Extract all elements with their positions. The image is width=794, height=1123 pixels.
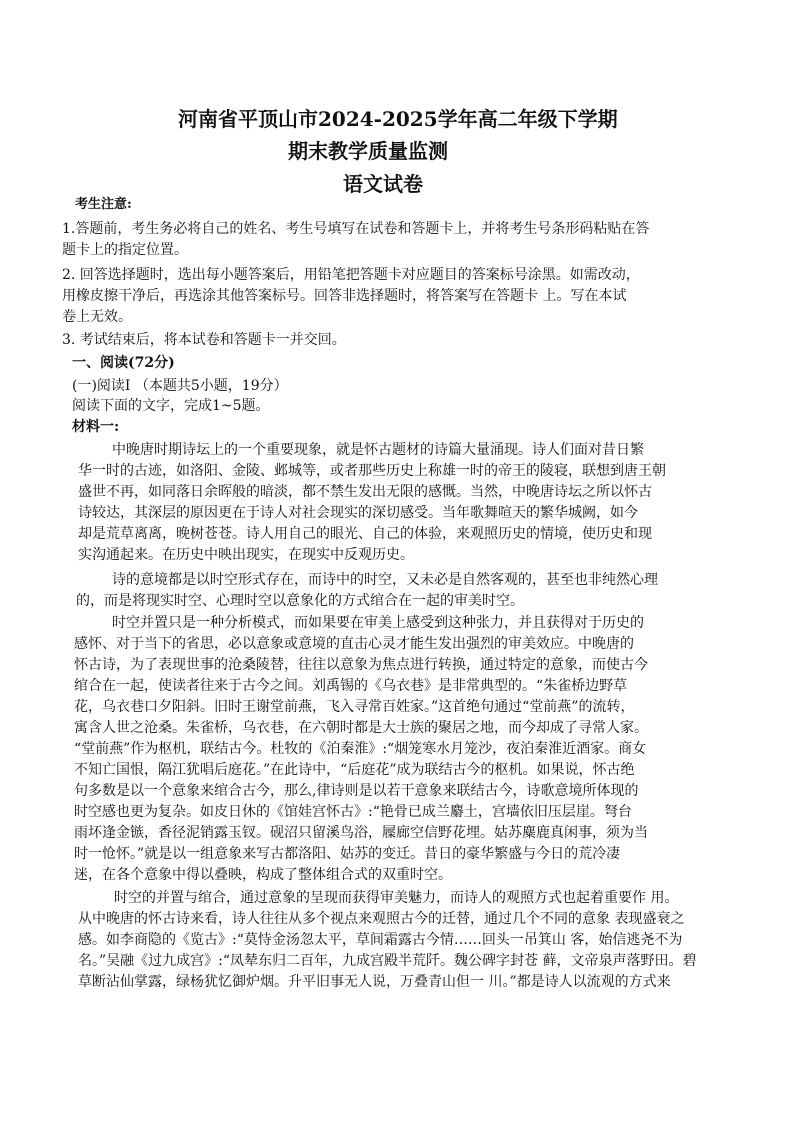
paragraph-line: 时一怆怀。”就是以一组意象来写古都洛阳、姑苏的变迁。昔日的豪华繁盛与今日的荒冷凄 xyxy=(74,846,621,862)
section-heading: 一、阅读(72分) xyxy=(72,355,175,371)
paragraph-line: 诗较达，其深层的原因更在于诗人对社会现实的深切感受。当年歌舞喧天的繁华城阙，如今 xyxy=(78,505,638,521)
notice-line: 用橡皮擦干净后，再选涂其他答案标号。回答非选择题时，将答案写在答题卡 上。写在本试 xyxy=(62,288,627,304)
paragraph-line: 绾合在一起，使读者往来于古今之间。刘禹锡的《乌衣巷》是非常典型的。“朱雀桥边野草 xyxy=(74,678,628,694)
paragraph-line: 华一时的古迹，如洛阳、金陵、邺城等，或者那些历史上称雄一时的帝王的陵寝，联想到唐王朝 xyxy=(78,463,666,479)
notice-line: 卷上无效。 xyxy=(62,309,132,325)
paragraph-line: 句多数是以一个意象来绾合古今，那么,律诗则是以若干意象来联结古今，诗歌意境所体现的 xyxy=(74,783,639,799)
paragraph-line: 不知亡国恨，隔江犹唱后庭花。”在此诗中，“后庭花”成为联结古今的枢机。如果说，怀古绝 xyxy=(74,762,635,778)
notice-line: 1.答题前，考生务必将自己的姓名、考生号填写在试卷和答题卡上，并将考生号条形码粘贴在答 xyxy=(62,221,650,237)
notice-line: 3. 考试结束后，将本试卷和答题卡一并交回。 xyxy=(62,332,346,348)
paragraph-line: 时空并置只是一种分析模式，而如果要在审美上感受到这种张力，并且获得对于历史的 xyxy=(112,615,644,631)
notice-line: 2. 回答选择题时，选出每小题答案后，用铅笔把答题卡对应题目的答案标号涂黑。如需改动， xyxy=(62,267,640,283)
paragraph-line: 花，乌衣巷口夕阳斜。旧时王谢堂前燕，飞入寻常百姓家。”这首绝句通过“堂前燕”的流转， xyxy=(74,699,635,715)
material-label: 材料一: xyxy=(72,419,120,435)
notice-heading: 考生注意: xyxy=(75,197,132,212)
paragraph-line: 诗的意境都是以时空形式存在，而诗中的时空，又未必是自然客观的，甚至也非纯然心理 xyxy=(112,572,658,588)
paragraph-line: 草断沾仙掌露，绿杨犹忆御炉烟。升平旧事无人说，万叠青山但一 川。”都是诗人以流观的方式来 xyxy=(78,974,671,990)
paragraph-line: 感。如李商隐的《览古》:“莫恃金汤忽太平，草间霜露古今情……回头一吊箕山 客，始信逃尧不为 xyxy=(78,932,683,948)
notice-line: 题卡上的指定位置。 xyxy=(62,242,188,258)
paragraph-line: 名。”吴融《过九成宫》:“凤辇东归二百年，九成宫殿半荒阡。魏公碑字封苍 藓，文帝泉声落野田。碧 xyxy=(78,953,697,969)
paragraph-line: 盛世不再，如同落日余晖般的暗淡，都不禁生发出无限的感慨。当然，中晚唐诗坛之所以怀古 xyxy=(78,484,652,500)
paragraph-line: 中晚唐时期诗坛上的一个重要现象，就是怀古题材的诗篇大量涌现。诗人们面对昔日繁 xyxy=(112,442,644,458)
paragraph-line: 从中晚唐的怀古诗来看，诗人往往从多个视点来观照古今的迁替，通过几个不同的意象 表现盛衰之 xyxy=(78,911,685,927)
paragraph-line: 时空的并置与绾合，通过意象的呈现而获得审美魅力，而诗人的观照方式也起着重要作 用。 xyxy=(114,890,679,906)
instruction: 阅读下面的文字，完成1~5题。 xyxy=(72,398,270,414)
title-line-1: 河南省平顶山市2024-2025学年高二年级下学期 xyxy=(178,107,618,131)
paragraph-line: 却是荒草离离，晚树苍苍。诗人用自己的眼光、自己的体验，来观照历史的情境，使历史和现 xyxy=(78,526,652,542)
paragraph-line: 雨坏逢金镞，香径泥销露玉钗。砚沼只留溪鸟浴，屧廊空信野花埋。姑苏麋鹿真闲事，须为当 xyxy=(74,825,648,841)
title-line-2: 期末教学质量监测 xyxy=(288,139,448,163)
paragraph-line: 感怀、对于当下的省思，必以意象或意境的直击心灵才能生发出强烈的审美效应。中晚唐的 xyxy=(74,636,634,652)
paragraph-line: 实沟通起来。在历史中映出现实，在现实中反观历史。 xyxy=(78,547,414,563)
paragraph-line: “堂前燕”作为枢机，联结古今。杜牧的《泊秦淮》:“烟笼寒水月笼沙，夜泊秦淮近酒家。商女 xyxy=(74,741,647,757)
paragraph-line: 的，而是将现实时空、心理时空以意象化的方式绾合在一起的审美时空。 xyxy=(76,593,524,609)
paragraph-line: 时空感也更为复杂。如皮日休的《馆娃宫怀古》:“艳骨已成兰麝土，宫墙依旧压层崖。弩台 xyxy=(74,804,632,820)
paragraph-line: 迷，在各个意象中得以叠映，构成了整体组合式的双重时空。 xyxy=(74,867,452,883)
paragraph-line: 怀古诗，为了表现世事的沧桑陵替，往往以意象为焦点进行转换，通过特定的意象，而使古今 xyxy=(74,657,648,673)
title-line-3: 语文试卷 xyxy=(343,172,423,196)
paragraph-line: 寓含人世之沧桑。朱雀桥，乌衣巷，在六朝时都是大士族的聚居之地，而今却成了寻常人家。 xyxy=(74,720,648,736)
sub-heading: (一)阅读Ⅰ （本题共5小题，19分） xyxy=(72,378,288,394)
